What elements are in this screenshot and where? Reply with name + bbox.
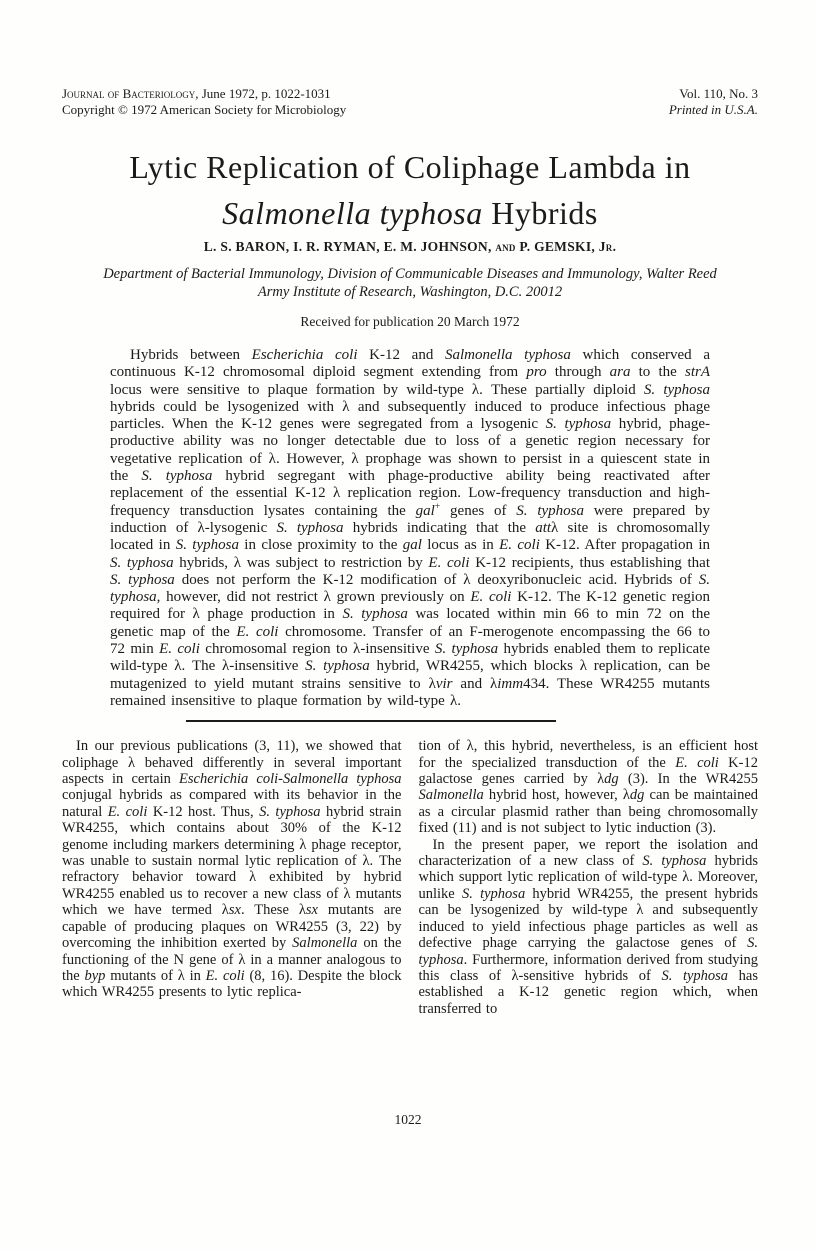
- body-paragraph-2: In the present paper, we report the isolation and characterization of a new class of S. typhosa hybrids which support lytic replication of wild-type λ. Moreover, unlike S. typhosa hybrid WR4255, the present hybrids can be lysogenized by wild-type λ and subsequently induced to yield infectious phage particles as well as defective phage carrying the galactose genes of S. typhosa. Furthermore, information derived from studying this class of λ-sensitive hybrids of S. typhosa has established a K-12 genetic region which, when transferred to: [418, 836, 759, 1017]
- volume-number: Vol. 110, No. 3: [679, 86, 758, 101]
- section-divider-rule: [186, 720, 556, 722]
- volume-block: [669, 86, 758, 118]
- abstract-paragraph: Hybrids between Escherichia coli K-12 and Salmonella typhosa which conserved a continuous K-12 chromosomal diploid segment extending from pro through ara to the strA locus were sensitive to plaque formation by wild-type λ. These partially diploid S. typhosa hybrids could be lysogenized with λ and subsequently induced to produce infectious phage particles. When the K-12 genes were segregated from a lysogenic S. typhosa hybrid, phage-productive ability was no longer detectable due to loss of a genetic region necessary for vegetative replication of λ. However, λ prophage was shown to persist in a quiescent state in the S. typhosa hybrid segregant with phage-productive ability being reactivated after replacement of the essential K-12 λ replication region. Low-frequency transduction and high-frequency transduction lysates containing the gal+ genes of S. typhosa were prepared by induction of λ-lysogenic S. typhosa hybrids indicating that the attλ site is chromosomally located in S. typhosa in close proximity to the gal locus as in E. coli K-12. After propagation in S. typhosa hybrids, λ was subject to restriction by E. coli K-12 recipients, thus establishing that S. typhosa does not perform the K-12 modification of λ deoxyribonucleic acid. Hybrids of S. typhosa, however, did not restrict λ grown previously on E. coli K-12. The K-12 genetic region required for λ phage production in S. typhosa was located within min 66 to min 72 on the genetic map of the E. coli chromosome. Transfer of an F-merogenote encompassing the 66 to 72 min E. coli chromosomal region to λ-insensitive S. typhosa hybrids enabled them to replicate wild-type λ. The λ-insensitive S. typhosa hybrid, WR4255, which blocks λ replication, can be mutagenized to yield mutant strains sensitive to λvir and λimm434. These WR4255 mutants remained insensitive to plaque formation by wild-type λ.: [110, 347, 711, 709]
- affiliation-line1: Department of Bacterial Immunology, Division of Communicable Diseases and Immunology, Walter Reed: [103, 266, 717, 282]
- body-paragraph-1-continued: tion of λ, this hybrid, nevertheless, is an efficient host for the specialized transduction of the E. coli K-12 galactose genes carried by λdg (3). In the WR4255 Salmonella hybrid host, however, λdg can be maintained as a circular plasmid rather than being chromosomally fixed (11) and is not subject to lytic induction (3).: [418, 738, 759, 837]
- body-columns: [62, 738, 758, 1017]
- journal-citation-block: [62, 86, 346, 118]
- printed-in-note: Printed in U.S.A.: [668, 102, 758, 117]
- copyright-line: Copyright © 1972 American Society for Microbiology: [62, 102, 347, 117]
- body-column-right: [419, 738, 759, 1017]
- paper-title: [62, 144, 758, 236]
- received-date-line: Received for publication 20 March 1972: [300, 314, 520, 329]
- body-column-left: [62, 738, 402, 1017]
- body-paragraph-1: In our previous publications (3, 11), we showed that coliphage λ behaved differently in several important aspects in certain Escherichia coli-Salmonella typhosa conjugal hybrids as compared with its behavior in the natural E. coli K-12 host. Thus, S. typhosa hybrid strain WR4255, which contains about 30% of the K-12 genome including markers determining λ phage receptor, was unable to sustain normal lytic replication of λ. The refractory behavior toward λ exhibited by hybrid WR4255 enabled us to recover a new class of λ mutants which we have termed λsx. These λsx mutants are capable of producing plaques on WR4255 (3, 22) by overcoming the inhibition exerted by Salmonella on the functioning of the N gene of λ in a manner analogous to the byp mutants of λ in E. coli (8, 16). Despite the block which WR4255 presents to lytic replica-: [62, 738, 402, 1001]
- affiliation: [62, 265, 758, 301]
- paper-title-line2: Salmonella typhosa Hybrids: [222, 195, 598, 231]
- paper-title-line1: Lytic Replication of Coliphage Lambda in: [129, 149, 691, 185]
- page-number: 1022: [394, 1112, 422, 1127]
- authors-line: L. S. BARON, I. R. RYMAN, E. M. JOHNSON, and P. GEMSKI, Jr.: [203, 239, 617, 254]
- affiliation-line2: Army Institute of Research, Washington, D.C. 20012: [257, 284, 563, 300]
- journal-header: [62, 86, 758, 118]
- journal-citation-line: Journal of Bacteriology, June 1972, p. 1022-1031: [62, 86, 331, 101]
